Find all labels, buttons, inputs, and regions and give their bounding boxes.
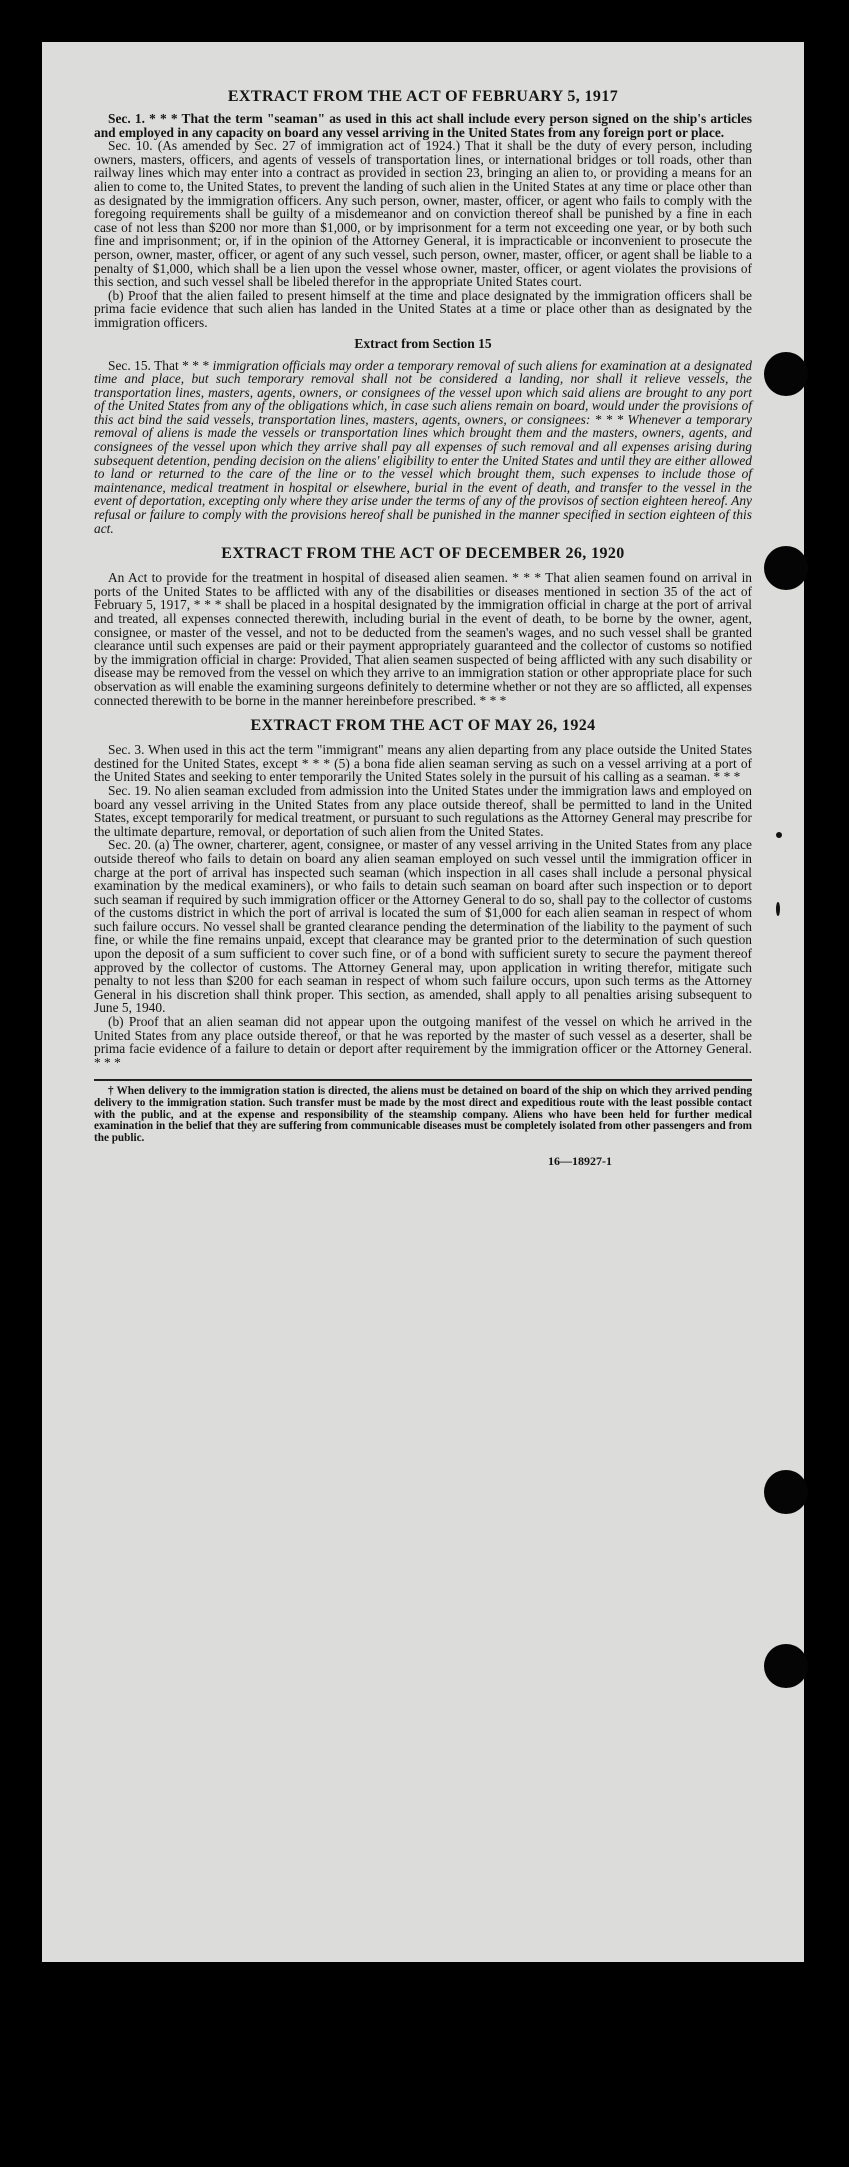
heading-act-1924: EXTRACT FROM THE ACT OF MAY 26, 1924: [250, 717, 596, 735]
punch-hole: [764, 352, 808, 396]
punch-hole: [764, 546, 808, 590]
document-page: [42, 42, 804, 1962]
section-20-text: Sec. 20. (a) The owner, charterer, agent, consignee, or master of any vessel arriving in the United States from any place outside thereof who fails to detain on board any alien seaman employed on such vessel until the immigration officer in charge at the port of arrival has inspected such seaman (which inspection in all cases shall include a personal physical examination by the medical examiners), or who fails to detain such seaman on board after such inspection or to deport such seaman if required by such immigration officer or the Attorney General to do so, shall pay to the collector of customs of the customs district in which the port of arrival is located the sum of $1,000 for each alien seaman in respect of whom such failure occurs. No vessel shall be granted clearance pending the determination of the liability to the payment of such fine, or while the fine remains unpaid, except that clearance may be granted prior to the determination of such question upon the deposit of a sum sufficient to cover such fine, or of a bond with sufficient surety to secure the payment thereof approved by the collector of customs. The Attorney General may, upon application in writing therefor, mitigate such penalty to not less than $200 for each seaman in respect of whom such failure occurs, upon such terms as the Attorney General in his discretion shall think proper. This section, as amended, shall apply to all penalties arising subsequent to June 5, 1940.: [94, 837, 752, 1016]
heading-act-1920: EXTRACT FROM THE ACT OF DECEMBER 26, 1920: [221, 545, 625, 563]
act-1920-text: An Act to provide for the treatment in hospital of diseased alien seamen. * * * That alien seamen found on arrival in ports of the United States to be afflicted with any of the disabilities or diseases mentioned in section 35 of the act of February 5, 1917, * * * shall be placed in a hospital designated by the immigration official in charge at the port of arrival and treated, all expenses connected therewith, including burial in the event of death, to be borne by the owner, agent, consignee, or master of the vessel, and not to be deducted from the seamen's wages, and no such vessel shall be granted clearance until such expenses are paid or their payment appropriately guaranteed and the collector of customs so notified by the immigration official in charge: Provided, That alien seamen suspected of being afflicted with any such disability or disease may be removed from the vessel on which they arrive to an immigration station or other appropriate place for such observation as will enable the examining surgeons definitely to determine whether or not they are so afflicted, all expenses connected therewith to be borne in the manner hereinbefore prescribed. * * *: [94, 570, 752, 708]
print-code: 16—18927-1: [548, 1154, 612, 1169]
scan-speck: [776, 902, 780, 916]
footnote: † When delivery to the immigration station is directed, the aliens must be detained on board of the ship on which they arrived pending delivery to the immigration station. Such transfer must be made by the most direct and expeditious route with the least possible contact with the public, and at the expense and responsibility of the steamship company. Aliens who have been held for further medical examination in the belief that they are suffering from communicable diseases must be completely isolated from other passengers and from the public.: [94, 1085, 752, 1144]
section-19-text: Sec. 19. No alien seaman excluded from admission into the United States under the immigration laws and employed on board any vessel arriving in the United States from any place outside thereof, shall be permitted to land in the United States, except temporarily for medical treatment, or pursuant to such regulations as the Attorney General may prescribe for the ultimate departure, removal, or deportation of such alien from the United States.: [94, 782, 752, 839]
section-1-text: Sec. 1. * * * That the term "seaman" as used in this act shall include every person signed on the ship's articles and employed in any capacity on board any vessel arriving in the United States from any foreign port or place.: [94, 111, 752, 140]
section-10-text: Sec. 10. (As amended by Sec. 27 of immigration act of 1924.) That it shall be the duty of every person, including owners, masters, officers, and agents of vessels of transportation lines, or international bridges or toll roads, other than railway lines which may enter into a contract as provided in section 23, bringing an alien to, or providing a means for an alien to come to, the United States, to prevent the landing of such alien in the United States at any time or place other than as designated by the immigration officers. Any such person, owner, master, officer, or agent who fails to comply with the foregoing requirements shall be guilty of a misdemeanor and on conviction thereof shall be punished by a fine in each case of not less than $200 nor more than $1,000, or by imprisonment for a term not exceeding one year, or by both such fine and imprisonment; or, if in the opinion of the Attorney General, it is impracticable or inconvenient to prosecute the person, owner, master, officer, or agent of any such vessel, such person, owner, master, officer, or agent shall be liable to a penalty of $1,000, which shall be a lien upon the vessel whose owner, master, officer, or agent violates the provisions of this section, and such vessel shall be libeled therefor in the appropriate United States court.: [94, 138, 752, 290]
section-3-text: Sec. 3. When used in this act the term "immigrant" means any alien departing from any place outside the United States destined for the United States, except * * * (5) a bona fide alien seaman serving as such on a vessel arriving at a port of the United States and seeking to enter temporarily the United States solely in the pursuit of his calling as a seaman. * * *: [94, 742, 752, 785]
section-20b-text: (b) Proof that an alien seaman did not appear upon the outgoing manifest of the vessel on which he arrived in the United States from any place outside thereof, or that he was reported by the master of such vessel as a deserter, shall be prima facie evidence of a failure to detain or deport after requirement by the immigration officer or the Attorney General. * * *: [94, 1014, 752, 1070]
section-15-body: immigration officials may order a temporary removal of such aliens for examination at a designated time and place, but such temporary removal shall not be considered a landing, nor shall it relieve vessels, the transportation lines, masters, agents, owners, or consignees of the vessel upon which said aliens are brought to any port of the United States from any of the obligations which, in case such aliens remain on board, would under the provisions of this act bind the said vessels, transportation lines, masters, agents, owners, or consignees: * * * Whenever a temporary removal of aliens is made the vessels or transportation lines which brought them and the masters, owners, agents, and consignees of the vessel upon which they arrive shall pay all expenses of such removal and all expenses arising during subsequent detention, pending decision on the aliens' eligibility to enter the United States and until they are either allowed to land or returned to the care of the line or to the vessel which brought them, such expenses to include those of maintenance, medical treatment in hospital or elsewhere, burial in the event of death, and transfer to the vessel in the event of deportation, excepting only where they arise under the terms of any of the provisos of section eighteen hereof. Any refusal or failure to comply with the provisions hereof shall be punished in the manner specified in section eighteen of this act.: [94, 357, 752, 536]
subheading-section-15: Extract from Section 15: [354, 335, 492, 351]
punch-hole: [764, 1470, 808, 1514]
section-10b-text: (b) Proof that the alien failed to present himself at the time and place designated by the immigration officers shall be prima facie evidence that such alien has landed in the United States at a time or place other than as designated by the immigration officers.: [94, 287, 752, 330]
heading-act-1917: EXTRACT FROM THE ACT OF FEBRUARY 5, 1917: [227, 88, 619, 105]
footnote-divider: [94, 1079, 752, 1081]
scan-speck: [776, 832, 782, 838]
section-15-lead: Sec. 15. That * * *: [108, 357, 210, 373]
section-15-text: [94, 359, 752, 536]
punch-hole: [764, 1644, 808, 1688]
